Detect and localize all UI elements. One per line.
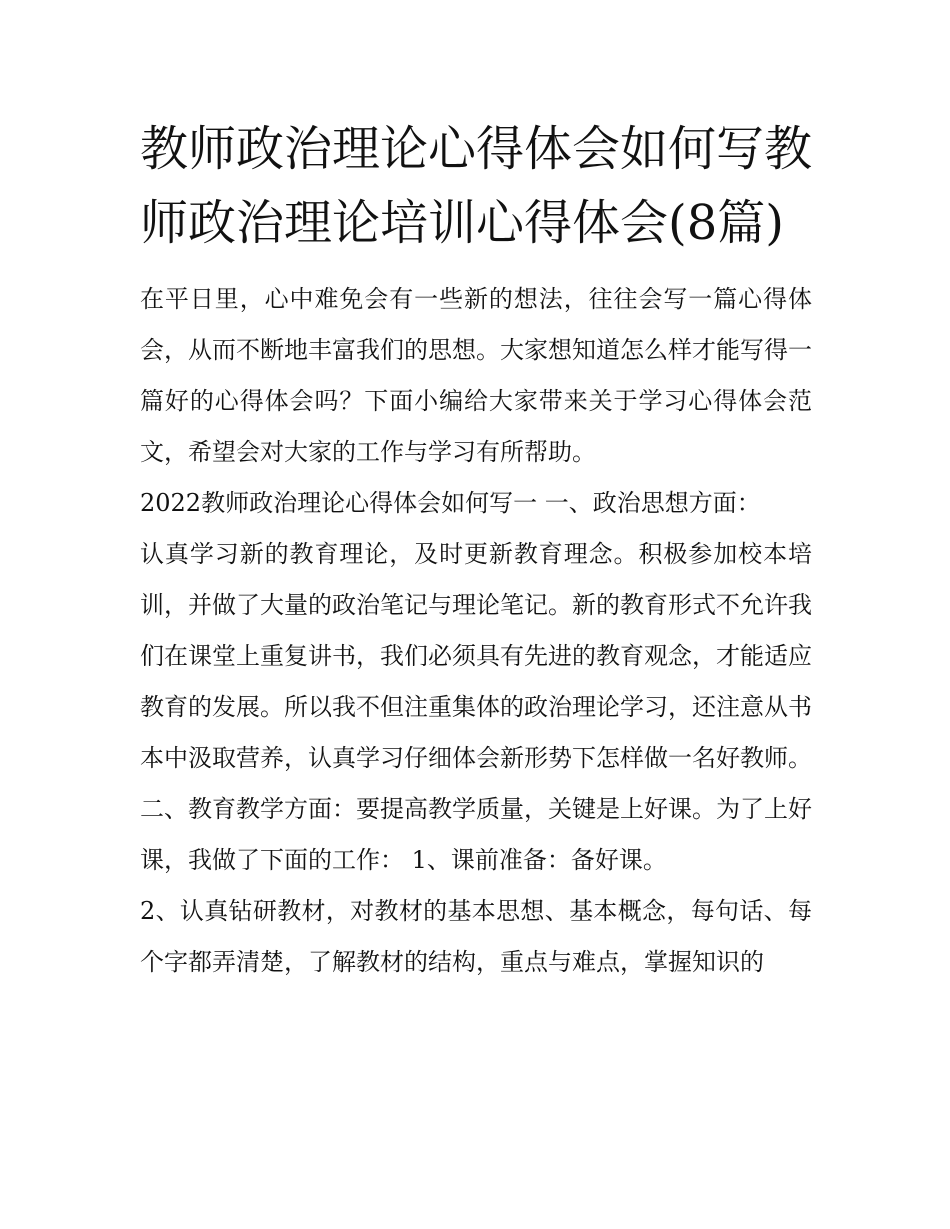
paragraph-heading-politics: 2022教师政治理论心得体会如何写一 一、政治思想方面：: [140, 489, 761, 517]
paragraph-study-materials: 2、认真钻研教材，对教材的基本思想、基本概念，每句话、每个字都弄清楚，了解教材的结构，重点与难点，掌握知识的: [140, 897, 812, 976]
paragraph-teaching: 二、教育教学方面：要提高教学质量，关键是上好课。为了上好课，我做了下面的工作： 1、课前准备：备好课。: [140, 795, 812, 874]
paragraph-politics-body: 认真学习新的教育理论，及时更新教育理念。积极参加校本培训，并做了大量的政治笔记与理论笔记。新的教育形式不允许我们在课堂上重复讲书，我们必须具有先进的教育观念，才能适应教育的发展。所以我不但注重集体的政治理论学习，还注意从书本中汲取营养，认真学习仔细体会新形势下怎样做一名好教师。: [140, 540, 812, 772]
document-body: [140, 112, 812, 988]
paragraph-intro: 在平日里，心中难免会有一些新的想法，往往会写一篇心得体会，从而不断地丰富我们的思想。大家想知道怎么样才能写得一篇好的心得体会吗？下面小编给大家带来关于学习心得体会范文，希望会对大家的工作与学习有所帮助。: [140, 285, 812, 466]
document-title: 教师政治理论心得体会如何写教师政治理论培训心得体会(8篇): [140, 121, 813, 251]
